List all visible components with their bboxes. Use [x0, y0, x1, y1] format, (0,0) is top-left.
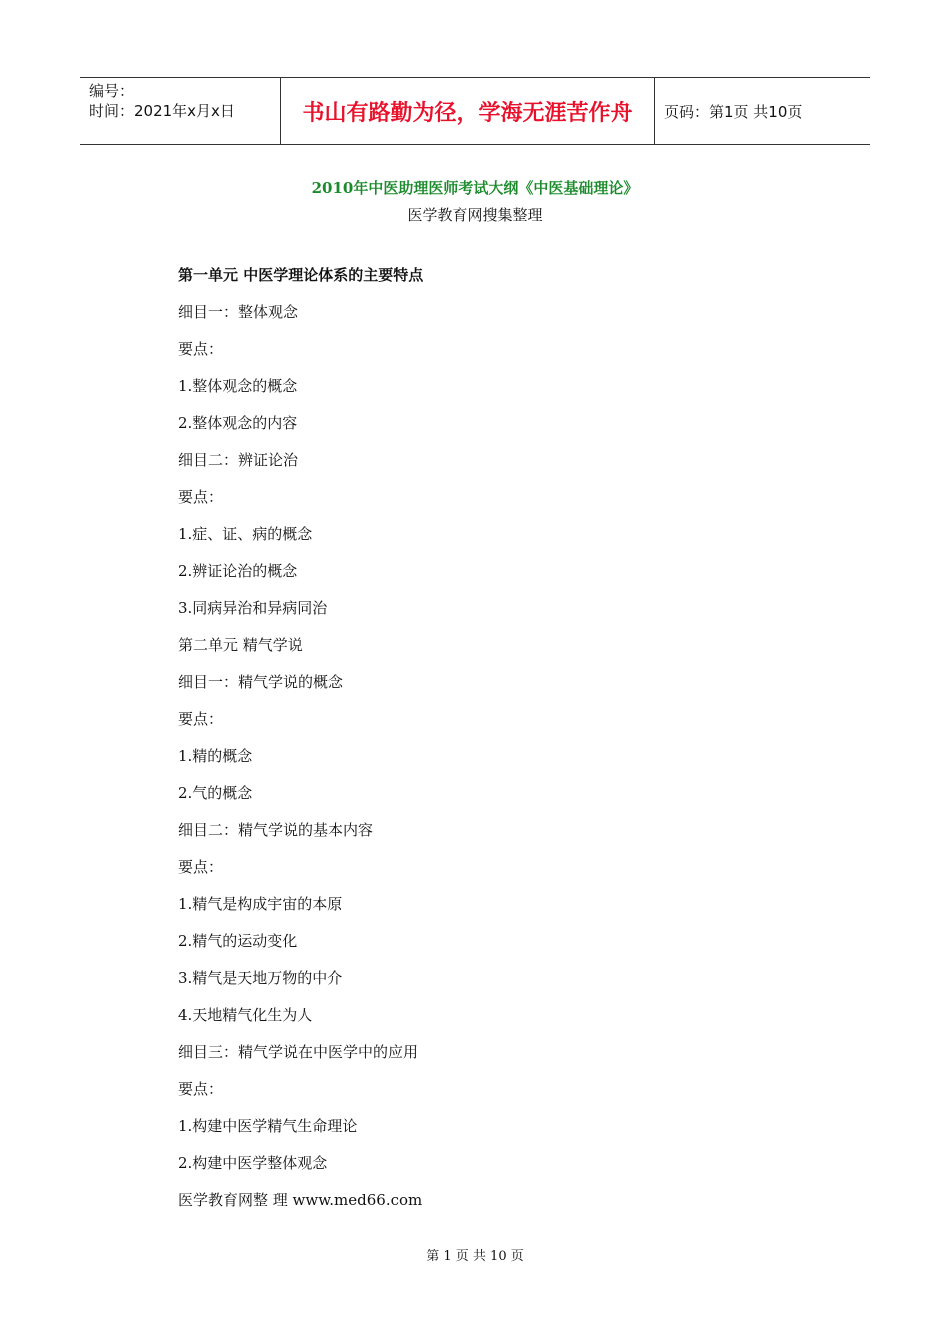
document-line: 2.气的概念	[178, 784, 253, 802]
document-line: 2.整体观念的内容	[178, 414, 298, 432]
header-meta	[80, 78, 281, 144]
document-line: 1.精的概念	[178, 747, 253, 765]
document-line: 4.天地精气化生为人	[178, 1006, 313, 1024]
document-line: 2.构建中医学整体观念	[178, 1154, 328, 1172]
document-line: 2.精气的运动变化	[178, 932, 298, 950]
document-line: 要点：	[178, 858, 224, 876]
page-header	[80, 77, 870, 145]
document-line: 要点：	[178, 340, 224, 358]
header-page-cell	[655, 78, 870, 144]
document-line: 医学教育网整 理 www.med66.com	[178, 1191, 423, 1209]
document-title: 2010年中医助理医师考试大纲《中医基础理论》	[311, 179, 639, 197]
document-line: 1.精气是构成宇宙的本原	[178, 895, 343, 913]
document-line: 第二单元 精气学说	[178, 636, 303, 654]
document-line: 细目二：精气学说的基本内容	[178, 821, 374, 839]
document-line: 1.整体观念的概念	[178, 377, 298, 395]
document-body	[178, 263, 818, 1225]
page-number-label: 页码：第1页 共10页	[664, 102, 803, 121]
document-line: 细目二：辨证论治	[178, 451, 299, 469]
document-line: 要点：	[178, 710, 224, 728]
document-line: 3.精气是天地万物的中介	[178, 969, 343, 987]
document-line: 细目一：精气学说的概念	[178, 673, 344, 691]
time-label: 时间：2021年x月x日	[89, 102, 235, 120]
doc-number-label: 编号：	[89, 82, 135, 100]
document-line: 第一单元 中医学理论体系的主要特点	[178, 266, 424, 284]
document-line: 要点：	[178, 1080, 224, 1098]
document-line: 细目一：整体观念	[178, 303, 299, 321]
document-line: 3.同病异治和异病同治	[178, 599, 328, 617]
document-line: 2.辨证论治的概念	[178, 562, 298, 580]
document-subtitle: 医学教育网搜集整理	[407, 206, 543, 224]
document-line: 要点：	[178, 488, 224, 506]
document-line: 1.构建中医学精气生命理论	[178, 1117, 358, 1135]
slogan-text: 书山有路勤为径，学海无涯苦作舟	[302, 99, 633, 126]
page-footer: 第 1 页 共 10 页	[426, 1249, 524, 1264]
document-line: 细目三：精气学说在中医学中的应用	[178, 1043, 419, 1061]
document-line: 1.症、证、病的概念	[178, 525, 313, 543]
header-slogan-cell	[281, 78, 655, 144]
